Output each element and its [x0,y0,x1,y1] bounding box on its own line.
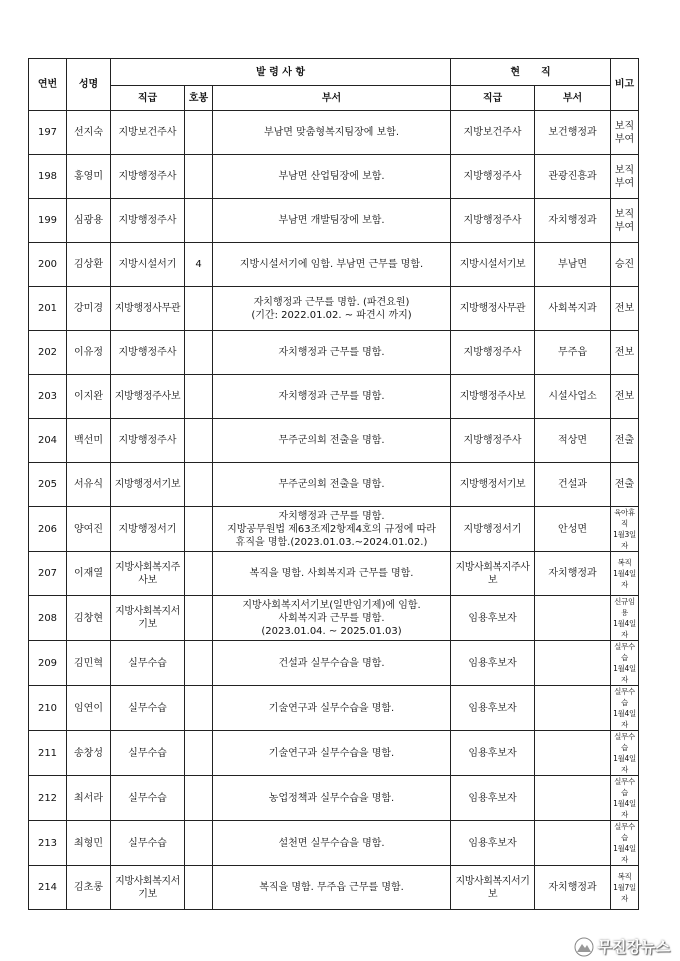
task-line: 자치행정과 근무를 명함. [278,391,385,402]
row-rank: 실무수습 [111,776,185,821]
row-current-dept: 자치행정과 [535,866,611,910]
row-task [213,463,451,507]
note-line: 전보 [614,347,635,358]
note-line: 부여 [614,133,635,145]
header-dept: 부서 [213,86,451,111]
row-task [213,155,451,199]
row-grade [185,287,213,331]
note-line: 보직 [614,164,635,176]
note-line: 복직 [617,872,632,881]
row-note [611,821,639,866]
row-note [611,375,639,419]
row-current-rank: 지방행정주사 [451,419,535,463]
table-row [29,111,639,155]
row-current-dept: 적상면 [535,419,611,463]
row-name: 선지숙 [67,111,111,155]
row-task [213,331,451,375]
task-line: 부남면 맞춤형복지팀장에 보함. [263,127,400,138]
row-current-dept: 사회복지과 [535,287,611,331]
table-row [29,463,639,507]
note-line: 1월3일자 [613,530,636,550]
row-rank: 지방시설서기 [111,243,185,287]
row-name: 홍영미 [67,155,111,199]
row-current-dept [535,776,611,821]
task-line: 건설과 실무수습을 명함. [278,657,385,669]
row-current-dept: 시설사업소 [535,375,611,419]
task-line: (2023.01.04. ~ 2025.01.03) [261,625,402,637]
row-task [213,419,451,463]
row-no: 212 [29,776,67,821]
note-line: 실무수습 [614,822,635,842]
row-task [213,111,451,155]
table-row [29,375,639,419]
row-name: 이유정 [67,331,111,375]
row-grade [185,375,213,419]
row-name: 김민혁 [67,641,111,686]
row-note [611,641,639,686]
table-row [29,243,639,287]
row-current-rank: 지방행정주사 [451,331,535,375]
note-line: 전보 [614,303,635,314]
row-current-rank: 임용후보자 [451,731,535,776]
row-no: 205 [29,463,67,507]
row-task [213,507,451,552]
row-current-rank: 임용후보자 [451,686,535,731]
task-line: 자치행정과 근무를 명함. (파견요원) [253,296,410,308]
task-line: 휴직을 명함.(2023.01.03.~2024.01.02.) [235,536,428,548]
header-current: 현 직 [451,59,611,86]
table-row [29,331,639,375]
row-no: 199 [29,199,67,243]
row-no: 208 [29,596,67,641]
task-line: (기간: 2022.01.02. ~ 파견시 까지) [251,309,412,321]
row-rank: 실무수습 [111,821,185,866]
note-line: 보직 [614,120,635,132]
row-task [213,776,451,821]
row-name: 임연이 [67,686,111,731]
row-grade [185,776,213,821]
table-row [29,731,639,776]
row-name: 서유식 [67,463,111,507]
watermark-text: 무진장뉴스 [597,938,670,956]
row-current-dept: 보건행정과 [535,111,611,155]
row-rank: 지방사회복지주사보 [111,552,185,596]
row-no: 204 [29,419,67,463]
row-rank: 지방행정서기보 [111,463,185,507]
table-row [29,507,639,552]
note-line: 전출 [614,479,635,490]
row-note [611,776,639,821]
row-grade [185,419,213,463]
task-line: 지방공무원법 제63조제2항제4호의 규정에 따라 [227,523,436,535]
task-line: 무주군의회 전출을 명함. [278,435,385,446]
table-row [29,641,639,686]
table-row [29,821,639,866]
task-line: 자치행정과 근무를 명함. [278,510,385,522]
row-grade [185,552,213,596]
header-current-rank: 직급 [451,86,535,111]
row-note [611,155,639,199]
note-line: 부여 [614,177,635,189]
header-no: 연번 [29,59,67,111]
table-row [29,199,639,243]
row-current-dept: 건설과 [535,463,611,507]
table-body [29,111,639,910]
note-line: 1월4일자 [613,799,636,819]
row-rank: 지방행정서기 [111,507,185,552]
watermark [574,936,670,957]
row-note [611,552,639,596]
row-rank: 지방행정주사 [111,331,185,375]
row-name: 이재열 [67,552,111,596]
row-note [611,331,639,375]
appointment-table [28,58,639,910]
row-rank: 지방보건주사 [111,111,185,155]
row-current-rank: 임용후보자 [451,596,535,641]
row-grade [185,686,213,731]
table-row [29,287,639,331]
row-note [611,111,639,155]
row-current-rank: 지방사회복지서기보 [451,866,535,910]
note-line: 실무수습 [614,642,635,662]
row-no: 206 [29,507,67,552]
header-current-dept: 부서 [535,86,611,111]
row-grade [185,331,213,375]
row-no: 201 [29,287,67,331]
table-row [29,552,639,596]
row-current-dept: 자치행정과 [535,552,611,596]
task-line: 사회복지과 근무를 명함. [278,612,385,624]
note-line: 실무수습 [614,732,635,752]
table-row [29,419,639,463]
row-rank: 지방행정주사 [111,199,185,243]
row-current-dept [535,821,611,866]
row-no: 200 [29,243,67,287]
row-current-rank: 지방행정서기보 [451,463,535,507]
row-grade [185,155,213,199]
row-current-dept: 무주읍 [535,331,611,375]
note-line: 전보 [614,391,635,402]
row-no: 203 [29,375,67,419]
task-line: 자치행정과 근무를 명함. [278,347,385,358]
note-line: 복직 [617,558,632,567]
task-line: 농업정책과 실무수습을 명함. [268,792,395,804]
header-rank: 직급 [111,86,185,111]
note-line: 1월4일자 [613,844,636,864]
row-no: 211 [29,731,67,776]
row-note [611,463,639,507]
note-line: 보직 [614,208,635,220]
header-appointment: 발 령 사 항 [111,59,451,86]
table-row [29,686,639,731]
row-note [611,731,639,776]
row-grade [185,596,213,641]
row-task [213,243,451,287]
row-current-rank: 지방사회복지주사보 [451,552,535,596]
task-line: 지방사회복지서기보(일반임기제)에 임함. [242,599,421,611]
row-note [611,866,639,910]
table-row [29,776,639,821]
task-line: 부남면 산업팀장에 보함. [278,171,385,182]
row-current-dept: 안성면 [535,507,611,552]
row-grade [185,463,213,507]
row-rank: 지방행정주사 [111,419,185,463]
row-grade [185,641,213,686]
row-no: 197 [29,111,67,155]
row-no: 202 [29,331,67,375]
row-name: 최서라 [67,776,111,821]
row-rank: 지방사회복지서기보 [111,596,185,641]
task-line: 부남면 개발팀장에 보함. [278,215,385,226]
row-current-rank: 지방행정주사 [451,199,535,243]
row-task [213,596,451,641]
row-note [611,686,639,731]
row-task [213,821,451,866]
row-current-dept: 부남면 [535,243,611,287]
row-task [213,287,451,331]
row-task [213,866,451,910]
row-note [611,596,639,641]
row-task [213,686,451,731]
row-name: 백선미 [67,419,111,463]
row-rank: 지방행정주사보 [111,375,185,419]
row-no: 210 [29,686,67,731]
row-current-rank: 지방행정서기 [451,507,535,552]
header-name: 성명 [67,59,111,111]
row-note [611,287,639,331]
row-note [611,199,639,243]
row-note [611,419,639,463]
note-line: 신규임용 [614,597,635,617]
row-rank: 실무수습 [111,686,185,731]
row-no: 214 [29,866,67,910]
row-grade: 4 [185,243,213,287]
row-grade [185,821,213,866]
row-current-rank: 지방시설서기보 [451,243,535,287]
row-task [213,552,451,596]
row-rank: 지방행정주사 [111,155,185,199]
row-grade [185,199,213,243]
row-current-dept [535,596,611,641]
row-rank: 실무수습 [111,731,185,776]
note-line: 실무수습 [614,687,635,707]
row-note [611,507,639,552]
row-name: 김상환 [67,243,111,287]
note-line: 실무수습 [614,777,635,797]
row-current-dept: 관광진흥과 [535,155,611,199]
note-line: 부여 [614,221,635,233]
row-no: 213 [29,821,67,866]
note-line: 전출 [614,435,635,446]
note-line: 1월4일자 [613,709,636,729]
row-current-rank: 지방행정사무관 [451,287,535,331]
row-current-dept [535,641,611,686]
row-rank: 지방행정사무관 [111,287,185,331]
row-grade [185,731,213,776]
row-current-rank: 임용후보자 [451,641,535,686]
row-task [213,375,451,419]
row-rank: 실무수습 [111,641,185,686]
row-no: 207 [29,552,67,596]
task-line: 기술연구과 실무수습을 명함. [268,702,395,714]
header-note: 비고 [611,59,639,111]
row-name: 이지완 [67,375,111,419]
note-line: 육아휴직 [614,508,635,528]
task-line: 기술연구과 실무수습을 명함. [268,747,395,759]
row-name: 김초롱 [67,866,111,910]
row-rank: 지방사회복지서기보 [111,866,185,910]
table-row [29,866,639,910]
row-grade [185,507,213,552]
task-line: 지방시설서기에 임함. 부남면 근무를 명함. [239,259,424,270]
row-current-rank: 임용후보자 [451,776,535,821]
row-name: 최형민 [67,821,111,866]
row-grade [185,111,213,155]
task-line: 무주군의회 전출을 명함. [278,479,385,490]
note-line: 1월4일자 [613,754,636,774]
note-line: 1월4일자 [613,569,636,589]
row-current-dept [535,686,611,731]
row-name: 강미경 [67,287,111,331]
row-task [213,199,451,243]
row-name: 송창성 [67,731,111,776]
note-line: 1월4일자 [613,664,636,684]
row-name: 심광용 [67,199,111,243]
row-current-rank: 지방행정주사 [451,155,535,199]
header-grade: 호봉 [185,86,213,111]
row-current-dept [535,731,611,776]
row-current-rank: 지방행정주사보 [451,375,535,419]
row-no: 209 [29,641,67,686]
row-grade [185,866,213,910]
note-line: 1월4일자 [613,619,636,639]
mountain-logo-icon [574,937,594,957]
table-row [29,155,639,199]
table-row [29,596,639,641]
note-line: 승진 [614,259,635,270]
task-line: 설천면 실무수습을 명함. [278,837,385,849]
row-no: 198 [29,155,67,199]
note-line: 1월7일자 [613,883,636,903]
row-name: 김창현 [67,596,111,641]
row-current-rank: 임용후보자 [451,821,535,866]
row-task [213,641,451,686]
task-line: 복직을 명함. 사회복지과 근무를 명함. [249,568,414,579]
row-current-rank: 지방보건주사 [451,111,535,155]
row-current-dept: 자치행정과 [535,199,611,243]
row-name: 양여진 [67,507,111,552]
row-task [213,731,451,776]
row-note [611,243,639,287]
task-line: 복직을 명함. 무주읍 근무를 명함. [259,882,404,893]
